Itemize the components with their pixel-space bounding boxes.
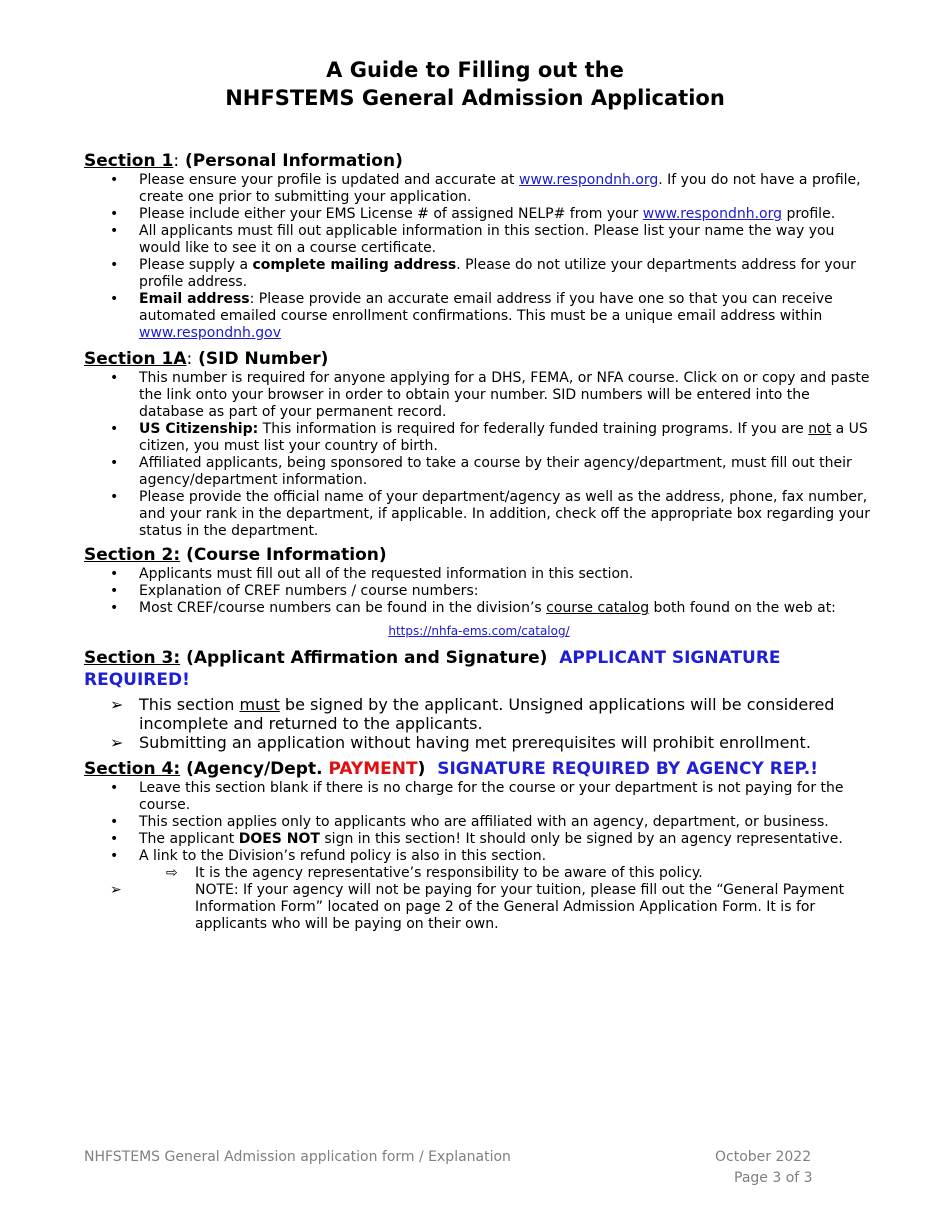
bullet-icon: • [110,172,119,188]
guide-content [84,150,874,933]
bullet-icon: • [110,370,119,386]
bullet-icon: • [110,489,119,505]
list-item: • Most CREF/course numbers can be found in the division’s course catalog both found on the web at: [110,600,836,616]
list-item: • The applicant DOES NOT sign in this section! It should only be signed by an agency representative. [110,831,843,847]
title-line-2: NHFSTEMS General Admission Application [225,86,725,110]
section-3-label: Section 3: [84,648,181,668]
list-item: • Please provide the official name of your department/agency as well as the address, phone, fax number, and your rank in the department, if applicable. In addition, check off the appropriate box regarding your status in the department. [110,489,871,539]
bullet-icon: • [110,421,119,437]
section-3-heading [84,647,874,691]
bullet-icon: • [110,831,119,847]
section-2-heading [84,544,874,566]
list-item: • Applicants must fill out all of the requested information in this section. [110,566,634,582]
footer-document-name: NHFSTEMS General Admission application form / Explanation [84,1149,511,1165]
section-1a-heading: Section 1A: (SID Number) [84,349,329,369]
double-arrow-icon: ⇨ [166,865,178,881]
section-2-list [84,566,874,617]
bullet-icon: • [110,291,119,307]
respondnh-link[interactable]: www.respondnh.org [642,206,783,222]
arrow-bullet-icon: ➢ [110,733,124,752]
list-item: • Leave this section blank if there is no charge for the course or your department is not paying for the course. [110,780,844,813]
list-item: • This number is required for anyone applying for a DHS, FEMA, or NFA course. Click on or copy and paste the link onto your browser in order to obtain your number. SID numbers will be entered into the database as part of your permanent record. [110,370,870,420]
list-item: • Affiliated applicants, being sponsored to take a course by their agency/department, must fill out their agency/department information. [110,455,852,488]
bullet-icon: • [110,455,119,471]
bullet-icon: • [110,223,119,239]
list-item: • Please ensure your profile is updated and accurate at www.respondnh.org. If you do not have a profile, create one prior to submitting your application. [110,172,861,205]
list-item: ⇨ It is the agency representative’s responsibility to be aware of this policy. [166,865,703,881]
section-4-label: Section 4: [84,759,181,779]
list-item: • Explanation of CREF numbers / course numbers: [110,583,479,599]
footer-date: October 2022 [715,1149,812,1165]
respondnh-gov-link[interactable]: www.respondnh.gov [139,325,282,341]
bullet-icon: • [110,257,119,273]
footer-page-number: Page 3 of 3 [734,1170,813,1186]
bullet-icon: • [110,848,119,864]
payment-label: PAYMENT [328,759,418,779]
page-title [0,56,950,112]
section-1a-label: Section 1A [84,349,187,369]
section-1-label: Section 1 [84,151,174,171]
respondnh-link[interactable]: www.respondnh.org [519,172,659,188]
list-item: • Please supply a complete mailing address. Please do not utilize your departments address for your profile address. [110,257,856,290]
list-item: ➢ This section must be signed by the applicant. Unsigned applications will be considered incomplete and returned to the applicants. [110,695,835,733]
section-1a-list [84,370,874,540]
list-item: • Please include either your EMS License # of assigned NELP# from your www.respondnh.org profile. [110,206,836,222]
list-item: • US Citizenship: This information is required for federally funded training programs. If you are not a US citizen, you must list your country of birth. [110,421,868,454]
section-4-list [84,780,874,933]
catalog-link[interactable]: https://nhfa-ems.com/catalog/ [388,624,570,638]
section-1-subtitle: (Personal Information) [185,151,403,171]
list-item: • A link to the Division’s refund policy is also in this section. [110,848,547,864]
section-3-list [84,695,874,752]
bullet-icon: • [110,583,119,599]
bullet-icon: • [110,206,119,222]
agency-signature-required: SIGNATURE REQUIRED BY AGENCY REP.! [437,759,818,779]
section-4-heading: Section 4: (Agency/Dept. PAYMENT) SIGNATURE REQUIRED BY AGENCY REP.! [84,759,818,779]
section-2-label: Section 2: [84,545,181,565]
list-item: ➢ NOTE: If your agency will not be paying for your tuition, please fill out the “General Payment Information Form” located on page 2 of the General Admission Application Form. It is for applicants who will be paying on their own. [110,882,845,932]
bullet-icon: • [110,600,119,616]
catalog-link-row [84,623,874,639]
list-item: • This section applies only to applicants who are affiliated with an agency, department, or business. [110,814,829,830]
bullet-icon: • [110,814,119,830]
list-item: • Email address: Please provide an accurate email address if you have one so that you can receive automated emailed course enrollment confirmations. This must be a unique email address within www.respondnh.gov [110,291,833,341]
section-1-list [84,172,874,342]
arrow-bullet-icon: ➢ [110,882,122,898]
title-line-1: A Guide to Filling out the [326,58,624,82]
section-1a-subtitle: (SID Number) [198,349,329,369]
section-1-heading: Section 1: (Personal Information) [84,151,403,171]
bullet-icon: • [110,566,119,582]
bullet-icon: • [110,780,119,796]
section-3-subtitle: (Applicant Affirmation and Signature) [186,648,548,668]
list-item: • All applicants must fill out applicable information in this section. Please list your name the way you would like to see it on a course certificate. [110,223,835,256]
applicant-signature-required: APPLICANT SIGNATURE REQUIRED! [84,648,781,690]
list-item: ➢ Submitting an application without having met prerequisites will prohibit enrollment. [110,733,811,752]
arrow-bullet-icon: ➢ [110,695,124,714]
section-2-subtitle: (Course Information) [186,545,387,565]
